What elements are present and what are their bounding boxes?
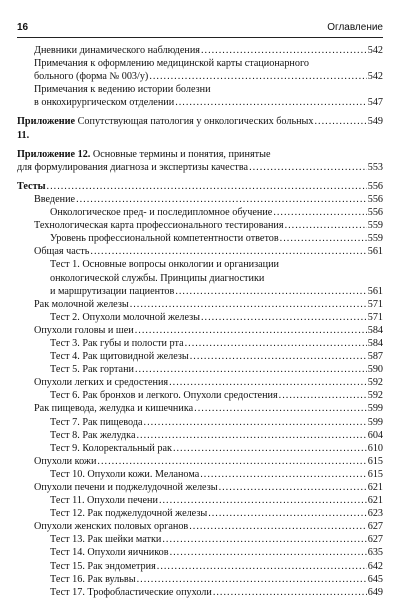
toc-entry-line xyxy=(50,533,383,546)
toc-page-number: 559 xyxy=(367,233,383,245)
toc-entry-title: Сопутствующая патология у онкологических больных xyxy=(75,116,314,128)
toc-entry xyxy=(17,494,383,507)
toc-page-number: 592 xyxy=(367,390,383,402)
toc-entry-title: Тест 5. Рак гортани xyxy=(50,364,134,376)
toc-entry-line xyxy=(50,206,383,219)
toc-page-number: 623 xyxy=(367,508,383,520)
toc-leader-dots xyxy=(159,494,367,507)
toc-entry-title: Тест 15. Рак эндометрия xyxy=(50,560,156,572)
toc-entry-title: Рак молочной железы xyxy=(34,298,129,310)
toc-entry-line xyxy=(50,468,383,481)
toc-entry-line xyxy=(50,507,383,520)
toc-entry xyxy=(17,442,383,455)
table-of-contents xyxy=(17,44,383,599)
toc-entry-line xyxy=(50,546,383,559)
toc-entry xyxy=(17,258,383,297)
toc-appendix-label: Приложение 12. xyxy=(17,148,91,160)
toc-entry xyxy=(17,429,383,442)
toc-leader-dots xyxy=(137,573,367,586)
toc-entry-line xyxy=(34,245,383,258)
toc-leader-dots xyxy=(189,520,366,533)
toc-entry-title: Опухоли легких и средостения xyxy=(34,377,169,389)
toc-page-number: 645 xyxy=(367,573,383,585)
toc-entry xyxy=(17,324,383,337)
toc-leader-dots xyxy=(130,298,367,311)
toc-entry-line xyxy=(34,44,383,57)
toc-page-number: 599 xyxy=(367,416,383,428)
toc-entry xyxy=(17,193,383,206)
toc-entry xyxy=(17,148,383,174)
toc-page-number: 571 xyxy=(367,311,383,323)
toc-leader-dots xyxy=(136,429,366,442)
toc-page-number: 556 xyxy=(367,207,383,219)
toc-entry xyxy=(17,507,383,520)
toc-entry xyxy=(17,363,383,376)
toc-page-number: 587 xyxy=(367,351,383,363)
toc-entry-title: Тест 14. Опухоли яичников xyxy=(50,547,169,559)
toc-page-number: 561 xyxy=(367,285,383,297)
toc-entry xyxy=(17,350,383,363)
toc-leader-dots xyxy=(279,389,367,402)
toc-page-number: 590 xyxy=(367,364,383,376)
toc-entry-line xyxy=(34,96,383,109)
toc-entry xyxy=(17,83,383,109)
toc-page-number: 542 xyxy=(367,45,383,56)
toc-entry xyxy=(17,57,383,83)
toc-entry-line xyxy=(34,402,383,415)
toc-entry-title: Уровень профессиональной компетентности ответов xyxy=(50,233,279,245)
toc-entry-line xyxy=(50,311,383,324)
toc-leader-dots xyxy=(144,416,367,429)
toc-entry-title: Введение xyxy=(34,193,76,205)
toc-entry-line xyxy=(50,337,383,350)
toc-entry-line xyxy=(34,70,383,83)
toc-leader-dots xyxy=(185,337,367,350)
toc-entry xyxy=(17,546,383,559)
toc-leader-dots xyxy=(175,285,366,298)
toc-leader-dots xyxy=(200,468,367,481)
toc-entry xyxy=(17,402,383,415)
toc-leader-dots xyxy=(219,481,367,494)
toc-entry xyxy=(17,376,383,389)
toc-entry xyxy=(17,180,383,193)
toc-entry-title: Дневники динамического наблюдения xyxy=(34,45,200,56)
toc-entry-title: Тест 8. Рак желудка xyxy=(50,429,136,441)
toc-entry-line xyxy=(50,389,383,402)
toc-entry-line xyxy=(34,219,383,232)
toc-entry-title: Тест 4. Рак щитовидной железы xyxy=(50,351,189,363)
toc-entry-title: Рак пищевода, желудка и кишечника xyxy=(34,403,194,415)
toc-entry-line xyxy=(34,376,383,389)
toc-entry-line xyxy=(50,429,383,442)
page-number: 16 xyxy=(17,22,29,33)
toc-entry xyxy=(17,468,383,481)
toc-entry-title: Технологическая карта профессионального тестирования xyxy=(34,220,284,232)
toc-leader-dots xyxy=(157,560,367,573)
toc-entry-line xyxy=(17,180,383,193)
toc-entry-title: Примечания к оформлению медицинской карты стационарного xyxy=(34,58,309,70)
toc-leader-dots xyxy=(201,44,367,57)
toc-entry-title: Примечания к ведению истории болезни xyxy=(34,84,211,96)
toc-leader-dots xyxy=(162,533,366,546)
toc-entry xyxy=(17,206,383,219)
toc-entry xyxy=(17,481,383,494)
toc-entry-line xyxy=(50,272,383,285)
toc-appendix-label: Приложение 11. xyxy=(17,116,76,141)
toc-entry-line xyxy=(50,363,383,376)
toc-entry-line xyxy=(50,350,383,363)
toc-entry-line xyxy=(17,161,383,174)
toc-page-number: 547 xyxy=(367,97,383,109)
toc-entry-line xyxy=(50,285,383,298)
toc-entry-title: Тест 16. Рак вульвы xyxy=(50,573,136,585)
toc-page-number: 621 xyxy=(367,495,383,507)
toc-entry-line xyxy=(50,560,383,573)
toc-leader-dots xyxy=(173,442,367,455)
toc-leader-dots xyxy=(90,245,366,258)
toc-leader-dots xyxy=(76,193,367,206)
toc-page-number: 561 xyxy=(367,246,383,258)
toc-entry xyxy=(17,389,383,402)
toc-leader-dots xyxy=(97,455,366,468)
toc-leader-dots xyxy=(315,115,367,128)
toc-entry-line xyxy=(34,520,383,533)
toc-entry-title: онкологической службы. Принципы диагностики xyxy=(50,272,265,284)
toc-entry-title: Онкологическое пред- и последипломное обучение xyxy=(50,207,273,219)
toc-entry-title: Основные термины и понятия, принятые xyxy=(90,148,271,160)
toc-entry-title: Опухоли головы и шеи xyxy=(34,324,134,336)
toc-entry-line xyxy=(17,148,383,161)
toc-entry-title: Тест 3. Рак губы и полости рта xyxy=(50,337,184,349)
toc-page-number: 584 xyxy=(367,337,383,349)
toc-page-number: 556 xyxy=(367,180,383,192)
toc-entry-title: Тест 2. Опухоли молочной железы xyxy=(50,311,200,323)
toc-entry-title: Тесты xyxy=(17,180,46,192)
toc-entry-line xyxy=(34,193,383,206)
running-header xyxy=(17,17,383,38)
toc-entry-line xyxy=(50,494,383,507)
toc-leader-dots xyxy=(47,180,367,193)
toc-entry-title: Тест 11. Опухоли печени xyxy=(50,495,158,507)
toc-entry-title: Опухоли женских половых органов xyxy=(34,521,189,533)
toc-entry-line xyxy=(34,83,383,96)
toc-leader-dots xyxy=(208,507,367,520)
toc-page-number: 556 xyxy=(367,193,383,205)
toc-page-number: 584 xyxy=(367,324,383,336)
toc-entry xyxy=(17,232,383,245)
toc-leader-dots xyxy=(194,402,367,415)
toc-entry-title: Тест 17. Трофобластические опухоли xyxy=(50,586,212,598)
toc-leader-dots xyxy=(135,324,367,337)
toc-entry-title: и маршрутизации пациентов xyxy=(50,285,175,297)
toc-leader-dots xyxy=(175,96,367,109)
toc-entry-title: Тест 9. Колоректальный рак xyxy=(50,442,172,454)
toc-leader-dots xyxy=(280,232,367,245)
toc-entry xyxy=(17,337,383,350)
toc-entry-line xyxy=(50,573,383,586)
toc-page-number: 542 xyxy=(367,71,383,83)
toc-leader-dots xyxy=(249,161,367,174)
toc-entry xyxy=(17,455,383,468)
toc-entry xyxy=(17,520,383,533)
toc-page-number: 627 xyxy=(367,534,383,546)
toc-page-number: 599 xyxy=(367,403,383,415)
toc-entry-title: Тест 1. Основные вопросы онкологии и организации xyxy=(50,259,279,271)
toc-page-number: 635 xyxy=(367,547,383,559)
toc-entry-title: в онкохирургическом отделении xyxy=(34,97,175,109)
toc-page-number: 592 xyxy=(367,377,383,389)
toc-entry-line xyxy=(34,324,383,337)
toc-page-number: 615 xyxy=(367,455,383,467)
toc-leader-dots xyxy=(273,206,366,219)
toc-page-number: 621 xyxy=(367,482,383,493)
toc-page-number: 627 xyxy=(367,521,383,533)
toc-entry xyxy=(17,533,383,546)
running-section-title: Оглавление xyxy=(327,22,383,33)
toc-entry-line xyxy=(34,455,383,468)
toc-page-number: 549 xyxy=(367,116,383,128)
toc-page-number: 610 xyxy=(367,442,383,454)
toc-entry-title: Тест 7. Рак пищевода xyxy=(50,416,143,428)
toc-entry-title: Общая часть xyxy=(34,246,90,258)
toc-leader-dots xyxy=(169,376,367,389)
toc-page-number: 604 xyxy=(367,429,383,441)
toc-leader-dots xyxy=(135,363,367,376)
toc-entry-line xyxy=(50,258,383,271)
toc-page-number: 571 xyxy=(367,298,383,310)
toc-page-number: 559 xyxy=(367,220,383,232)
toc-page-number: 553 xyxy=(367,161,383,173)
toc-entry xyxy=(17,44,383,57)
toc-page-number: 615 xyxy=(367,468,383,480)
toc-leader-dots xyxy=(201,311,367,324)
toc-entry xyxy=(17,219,383,232)
toc-leader-dots xyxy=(190,350,367,363)
toc-entry xyxy=(17,298,383,311)
toc-entry-line xyxy=(34,298,383,311)
toc-entry-line xyxy=(34,57,383,70)
toc-leader-dots xyxy=(213,586,367,599)
toc-entry xyxy=(17,311,383,324)
toc-entry-line xyxy=(50,232,383,245)
toc-entry-title: Тест 13. Рак шейки матки xyxy=(50,534,162,546)
toc-entry-title: больного (форма № 003/у) xyxy=(34,71,149,83)
toc-entry xyxy=(17,416,383,429)
toc-entry-line xyxy=(50,442,383,455)
toc-entry xyxy=(17,586,383,599)
toc-entry-title: Тест 6. Рак бронхов и легкого. Опухоли средостения xyxy=(50,390,278,402)
toc-entry-title: Тест 10. Опухоли кожи. Меланома xyxy=(50,468,200,480)
toc-entry xyxy=(17,245,383,258)
toc-entry-line xyxy=(34,481,383,494)
toc-entry xyxy=(17,573,383,586)
toc-leader-dots xyxy=(149,70,366,83)
toc-entry-title: Опухоли кожи xyxy=(34,455,97,467)
toc-page-number: 642 xyxy=(367,560,383,572)
toc-entry-title: Тест 12. Рак поджелудочной железы xyxy=(50,508,208,520)
toc-entry-title: Опухоли печени и поджелудочной железы xyxy=(34,482,218,493)
toc-entry-line xyxy=(17,115,383,141)
toc-leader-dots xyxy=(170,546,367,559)
toc-entry-line xyxy=(50,416,383,429)
toc-entry-title: для формулирования диагноза и экспертизы качества xyxy=(17,161,249,173)
toc-entry xyxy=(17,560,383,573)
toc-page-number: 649 xyxy=(367,586,383,598)
toc-leader-dots xyxy=(285,219,367,232)
toc-entry-line xyxy=(50,586,383,599)
toc-entry xyxy=(17,115,383,141)
